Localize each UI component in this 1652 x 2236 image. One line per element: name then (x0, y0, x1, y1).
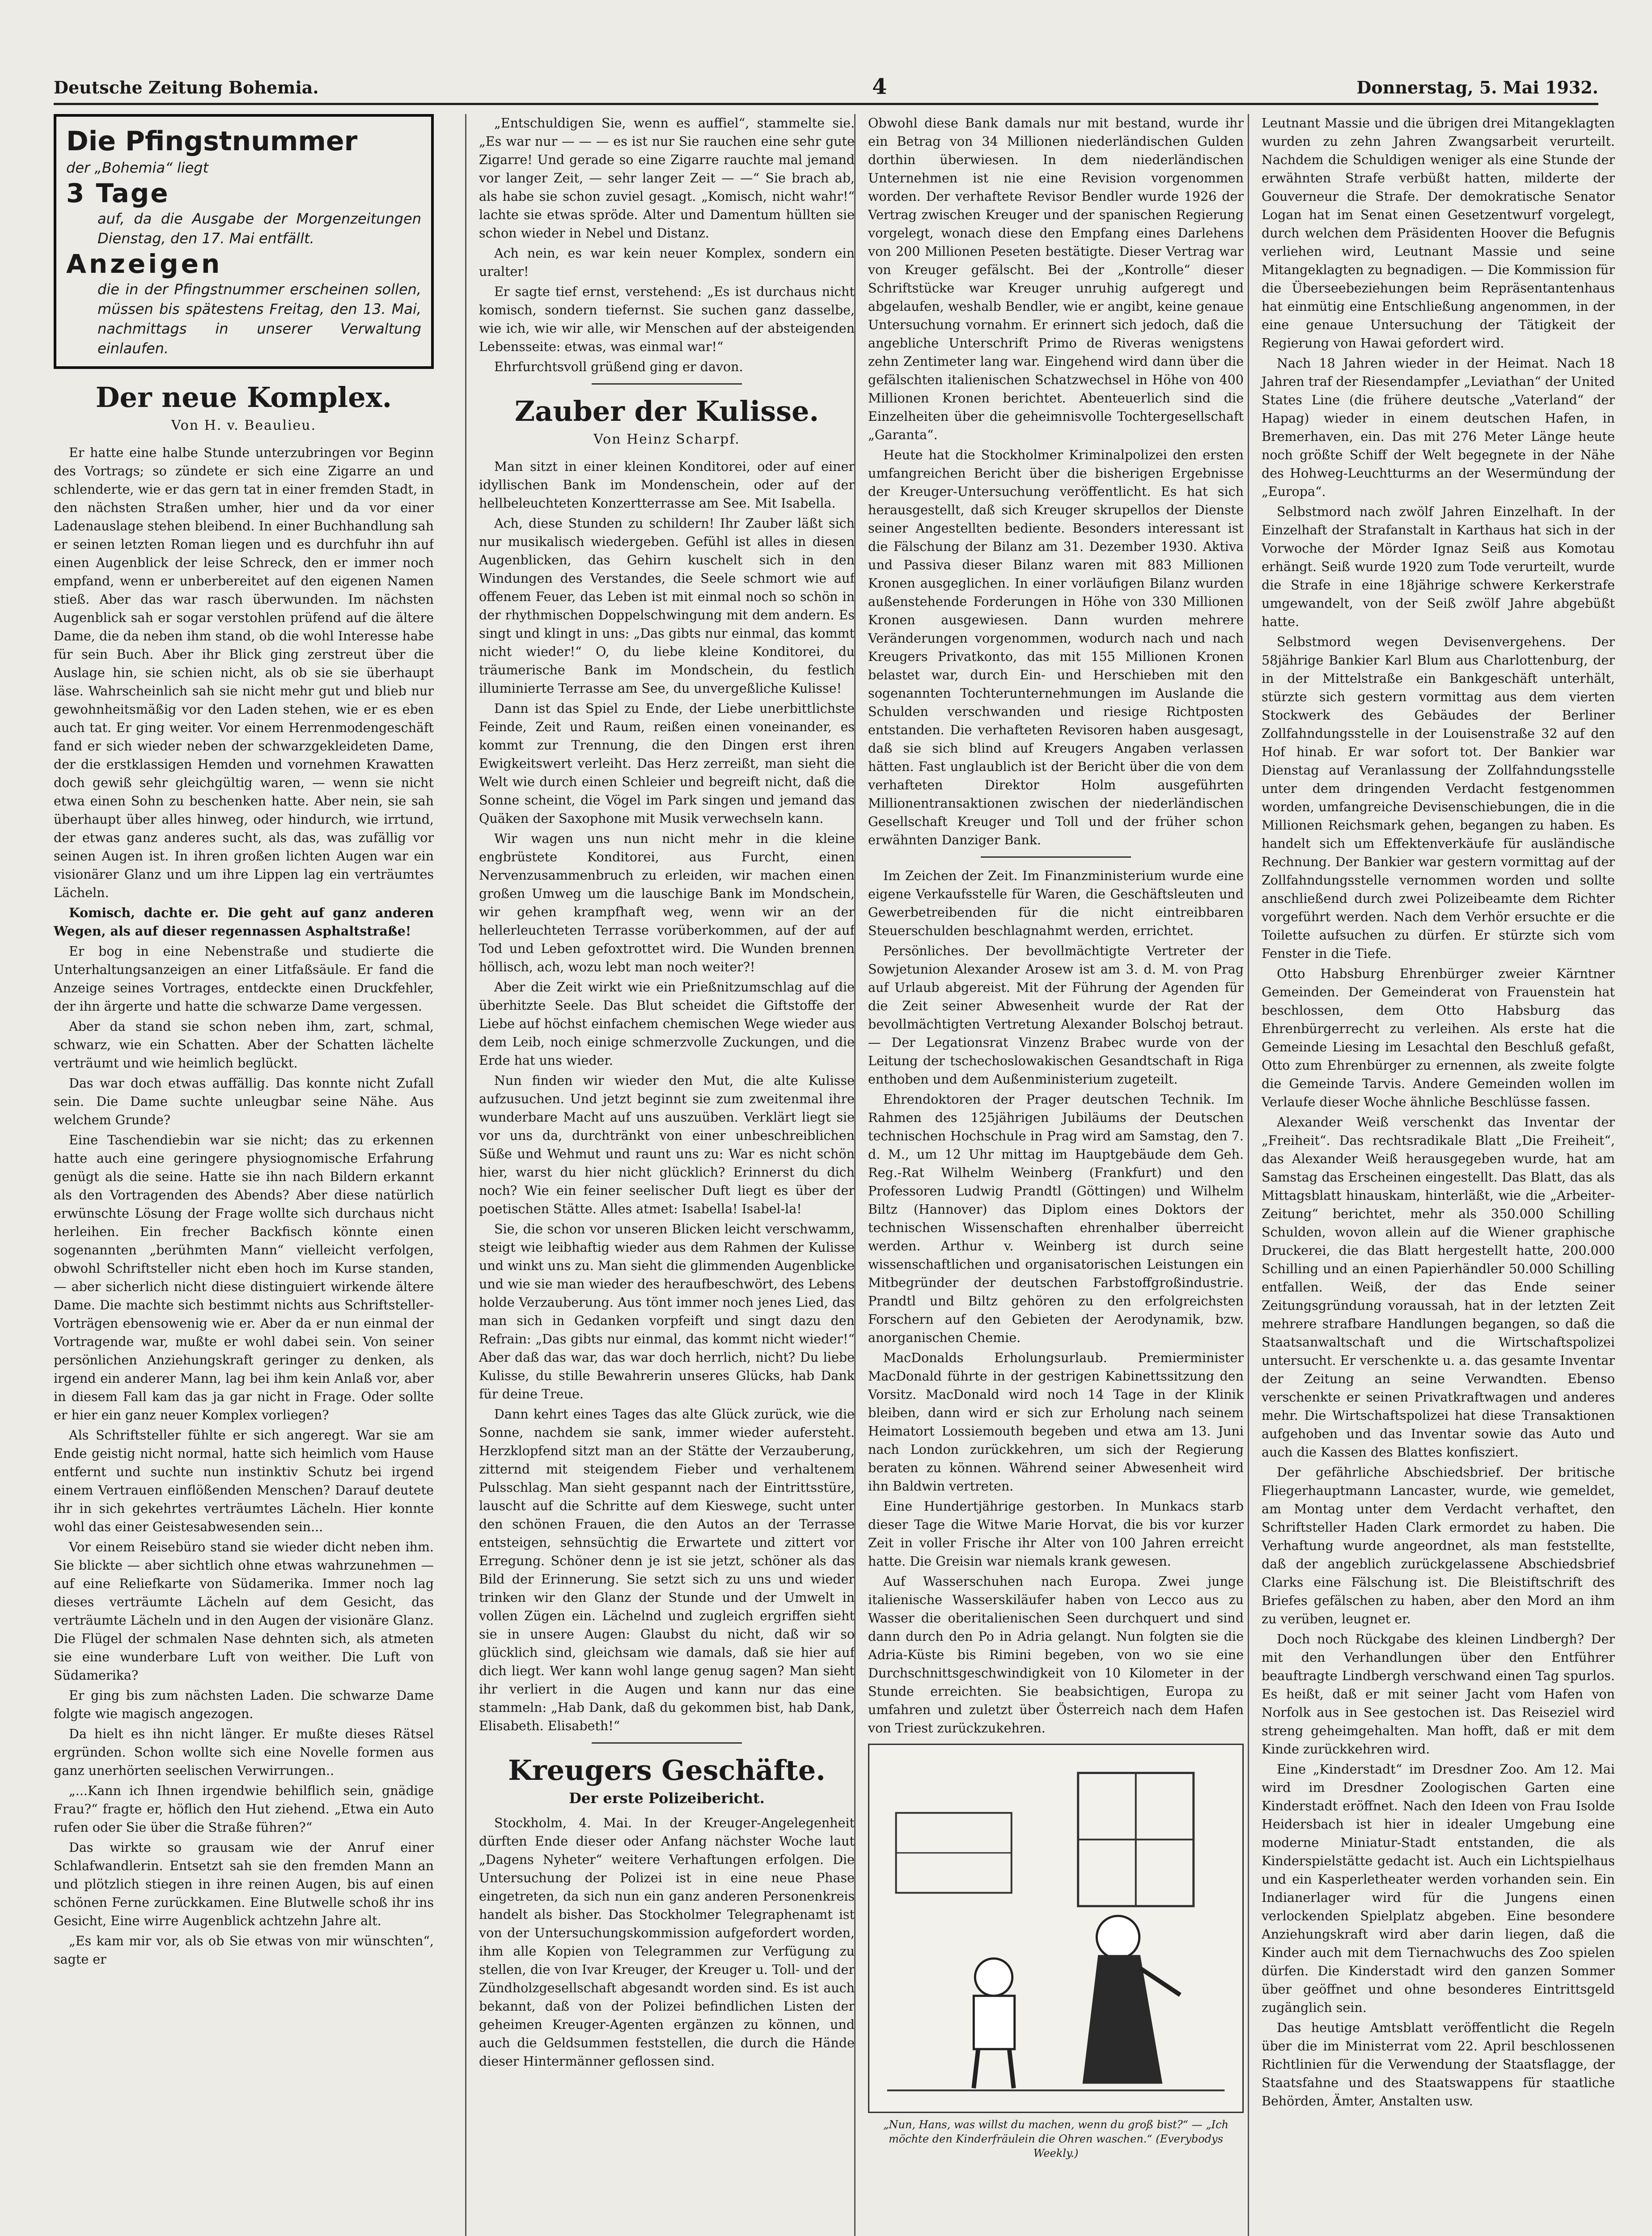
kulisse-paragraph: Dann kehrt eines Tages das alte Glück zurück, wie die Sonne, nachdem sie sank, immer wieder aufersteht. Herzklopfend sitzt man an der Stätte der Verzauberung, zitternd mit steigendem Fieber und verhaltenem Pulsschlag. Man sieht gespannt nach der Eintrittsstüre, lauscht auf die Schritte auf dem Kieswege, sucht unter den schönen Frauen, die den Autos an der Terrasse entsteigen, sehnsüchtig die Erwartete und zittert vor Erregung. Schöner denn je ist sie jetzt, schöner als das Bild der Erinnerung. Sie setzt sich zu uns und wieder trinken wir den Glanz der Stunde und der Umwelt in vollen Zügen ein. Lächelnd und zugleich ergriffen sieht sie in unsere Augen: Glaubst du nicht, daß wir so glücklich sind, gleichsam wie damals, daß sie hier auf dich liegt. Wer kann wohl lange genug sagen? Man sieht ihr verliert in die Augen und kann nur das eine stammeln: „Hab Dank, daß du gekommen bist, hab Dank, Elisabeth. Elisabeth!“ (479, 1407, 855, 1733)
komplex-paragraph: „...Kann ich Ihnen irgendwie behilflich sein, gnädige Frau?“ fragte er, höflich den Hut ziehend. „Etwa ein Auto rufen oder Sie über die Straße führen?“ (54, 1783, 434, 1835)
news-item: Der gefährliche Abschiedsbrief. Der britische Fliegerhauptmann Lancaster, wurde, wie gemeldet, am Montag unter dem Verdacht verhaftet, den Schriftsteller Haden Clark ermordet zu haben. Die Verhaftung wurde angeordnet, als man feststellte, daß der angeblich zurückgelassene Abschiedsbrief Clarks eine Fälschung ist. Die Bleistiftschrift des Briefes gefälschen zu haben, aber den Mord an ihm zu verüben, leugnet er. (1262, 1465, 1615, 1626)
ad-line-2: auf, da die Ausgabe der Morgenzeitungen Dienstag, den 17. Mai entfällt. (97, 210, 421, 247)
news-item: Ehrendoktoren der Prager deutschen Technik. Im Rahmen des 125jährigen Jubiläums der Deutschen technischen Hochschule in Prag wird am Samstag, den 7. d. M., um 12 Uhr mittag im Hauptgebäude dem Geh. Reg.-Rat Wilhelm Weinberg (Frankfurt) und den Professoren Ludwig Prandtl (Göttingen) und Wilhelm Biltz (Hannover) das Diplom eines Doktors der technischen Wissenschaften ehrenhalber überreicht werden. Arthur v. Weinberg ist durch seine wissenschaftlichen und organisatorischen Leistungen ein Mitbegründer der deutschen Farbstoffgroßindustrie. Prandtl und Biltz gehören zu den erfolgreichsten Forschern auf den Gebieten der Aerodynamik, bzw. anorganischen Chemie. (868, 1092, 1244, 1345)
komplex-continuation: Ehrfurchtsvoll grüßend ging er davon. (494, 360, 743, 374)
news-item: MacDonalds Erholungsurlaub. Premierminister MacDonald führte in der gestrigen Kabinettssitzung den Vorsitz. MacDonald wird noch 14 Tage in der Klinik bleiben, dann wird er sich zur Erholung nach seinem Heimatort Lossiemouth begeben und etwa am 13. Juni nach London zurückkehren, um sich der Regierung beraten zu können. Während seiner Abwesenheit wird ihn Baldwin vertreten. (868, 1351, 1244, 1494)
komplex-paragraph: Da hielt es ihn nicht länger. Er mußte dieses Rätsel ergründen. Schon wollte sich eine Novelle formen aus ganz unerhörten seelischen Verwirrungen.. (54, 1727, 434, 1778)
issue-date: Donnerstag, 5. Mai 1932. (1356, 77, 1598, 97)
section-divider (592, 1742, 742, 1744)
column-2 (465, 114, 855, 2236)
column-3 (854, 114, 1244, 2236)
kulisse-paragraph: Aber die Zeit wirkt wie ein Prießnitzumschlag auf die überhitzte Seele. Das Blut scheidet die Giftstoffe der Liebe auf höchst einfachem chemischen Wege wieder aus dem Leib, noch einige schmerzvolle Zuckungen, und die Erde hat uns wieder. (479, 980, 855, 1068)
komplex-paragraph: Er bog in eine Nebenstraße und studierte die Unterhaltungsanzeigen an einer Litfaßsäule. Er fand die Anzeige seines Vortrages, entdeckte einen Druckfehler, der ihn ärgerte und hatte die schwarze Dame vergessen. (54, 944, 434, 1014)
ad-days: 3 Tage (66, 178, 169, 208)
news-item: Leutnant Massie und die übrigen drei Mitangeklagten wurden zu zehn Jahren Zwangsarbeit verurteilt. Nachdem die Schuldigen weniger als eine Stunde der erwähnten Strafe verbüßt hatten, milderte der Gouverneur die Strafe. Der demokratische Senator Logan hat im Senat einen Gesetzentwurf vorgelegt, durch welchen dem Präsidenten Hoover die Befugnis verliehen wird, Leutnant Massie und seine Mitangeklagten zu begnadigen. — Die Kommission für die Überseebeziehungen beim Repräsentantenhaus hat einmütig eine Entschließung angenommen, in der eine genaue Untersuchung der Tätigkeit der Regierung von Hawai gefordert wird. (1262, 116, 1615, 351)
ad-line-3: die in der Pfingstnummer erscheinen sollen, müssen bis spätestens Freitag, den 13. Mai, nachmittags in unserer Verwaltung einlaufen. (97, 281, 421, 357)
ad-ads-title: Anzeigen (66, 249, 223, 279)
komplex-paragraph: Er hatte eine halbe Stunde unterzubringen vor Beginn des Vortrags; so zündete er sich eine Zigarre an und schlenderte, wie er das gern tat in einer fremden Stadt, in den nächsten Straßen umher, hier und da vor einer Ladenauslage stehen bleibend. In einer Buchhandlung sah er seinen letzten Roman liegen und es durchfuhr ihn auf einen Augenblick der leise Schreck, den er immer noch empfand, wenn er unberbereitet auf den eigenen Namen stieß. Aber das war rasch überwunden. Im nächsten Augenblick sah er sogar verstohlen prüfend auf die ältere Dame, die da neben ihm stand, ob die wohl Interesse habe für sein Buch. Aber ihr Blick ging zerstreut über die Auslage hin, sie schien nicht, als ob sie sie überhaupt läse. Wahrscheinlich sah sie nicht mehr gut und blieb nur gewohnheitsmäßig vor den Laden stehen, wie er es eben auch tat. Er ging weiter. Vor einem Herrenmodengeschäft fand er sich wieder neben der schwarzgekleideten Dame, der die erstklassigen Hemden und vornehmen Krawatten doch gewiß sehr gleichgültig waren, — wenn sie nicht etwa einen Sohn zu beschenken hatte. Aber nein, sie sah überhaupt über alles hinweg, oder hindurch, wie irrtund, der etwas ganz anderes sucht, als das, was zufällig vor seinen Augen ist. In ihren großen lichten Augen war ein visionärer Glanz und um ihre Lippen lag ein verträumtes Lächeln. (54, 445, 434, 900)
section-divider (592, 383, 742, 385)
komplex-continuation: „Entschuldigen Sie, wenn es auffiel“, stammelte sie. „Es war nur — — — es ist nur Sie rauchen eine sehr gute Zigarre! Und gerade so eine Zigarre rauchte mal jemand vor langer Zeit, — sehr langer Zeit — —“ Sie brach ab, als habe sie schon zuviel gesagt. „Komisch, nicht wahr!“ lachte sie etwas spröde. Alter und Damentum hüllten sie schon wieder in Nebel und Distanz. (479, 116, 855, 241)
komplex-paragraph: Als Schriftsteller fühlte er sich angeregt. War sie am Ende geistig nicht normal, hatte sich heimlich vom Hause entfernt und suchte nun instinktiv Schutz bei irgend einem Vertrauen einflößenden Menschen? Darauf deutete ihr in sich gekehrtes verträumtes Lächeln. Hier konnte wohl das einer Geistesabwesenden sein... (54, 1428, 434, 1534)
column-4 (1248, 114, 1615, 2236)
kreuger-paragraph: Heute hat die Stockholmer Kriminalpolizei den ersten umfangreichen Bericht über die bisherigen Ergebnisse der Kreuger-Untersuchung veröffentlicht. Es hat sich herausgestellt, daß sich Kreuger skrupellos der Dienste seiner Angestellten bediente. Besonders interessant ist die Fälschung der Bilanz am 31. Dezember 1930. Aktiva und Passiva dieser Bilanz waren mit 883 Millionen Kronen ausgeglichen. In einer vorläufigen Bilanz wurden außenstehende Forderungen in Höhe von 330 Millionen Kronen ausgewiesen. Dann wurden mehrere Veränderungen vorgenommen, wodurch nach und nach Kreugers Privatkonto, das mit 155 Millionen Kronen belastet war, durch Ein- und Herschieben mit den sogenannten Tochterunternehmungen im Auslande die Schulden verschwanden und riesige Richtposten entstanden. Die verhafteten Revisoren haben ausgesagt, daß sie sich blind auf Kreugers Angaben verlassen hätten. Fast unglaublich ist der Bericht über die von dem verhafteten Direktor Holm ausgeführten Millionentransaktionen zwischen der niederländischen Gesellschaft Kreuger und Toll und der früher schon erwähnten Danziger Bank. (868, 448, 1244, 847)
page-header (54, 72, 1598, 105)
komplex-paragraph: „Es kam mir vor, als ob Sie etwas von mir wünschten“, sagte er (54, 1934, 434, 1967)
news-item: Das heutige Amtsblatt veröffentlicht die Regeln über die im Ministerrat vom 22. April beschlossenen Richtlinien für die Verwendung der Staatsflagge, der Staatsfahne und des Staatswappens für staatliche Behörden, Ämter, Anstalten usw. (1262, 2020, 1615, 2109)
news-item: Nach 18 Jahren wieder in der Heimat. Nach 18 Jahren traf der Riesendampfer „Leviathan“ der United States Line (die frühere deutsche „Vaterland“ der Hapag) wieder in einem deutschen Hafen, in Bremerhaven, ein. Das mit 276 Meter Länge heute noch größte Schiff der Welt begegnete in der Nähe des Hohweg-Leuchtturms an der Wesermündung der „Europa“. (1262, 356, 1615, 499)
komplex-continuation: Ach nein, es war kein neuer Komplex, sondern ein uralter! (479, 246, 855, 279)
news-item: Persönliches. Der bevollmächtigte Vertreter der Sowjetunion Alexander Arosew ist am 3. d. M. von Prag auf Urlaub abgereist. Mit der Führung der Agenden für die Zeit seiner Abwesenheit wurde der Rat der bevollmächtigten Vertretung Alexander Bolschoj betraut. — Der Legationsrat Vinzenz Brabec wurde von der Leitung der tschechoslowakischen Gesandtschaft in Riga enthoben und dem Außenministerium zugeteilt. (868, 944, 1244, 1087)
kulisse-paragraph: Nun finden wir wieder den Mut, die alte Kulisse aufzusuchen. Und jetzt beginnt sie zum zweitenmal ihre wunderbare Macht auf uns auszuüben. Verklärt liegt sie vor uns da, durchtränkt von einer unbeschreiblichen Süße und Wehmut und raunt uns zu: War es nicht schön hier, warst du hier nicht glücklich? Erinnerst du dich noch? Wie ein feiner seelischer Duft liegt es über der poetischen Stätte. Alles atmet: Isabella! Isabel-la! (479, 1073, 855, 1216)
cartoon-illustration (868, 1744, 1244, 2113)
ad-line-1: der „Bohemia“ liegt (66, 159, 209, 176)
komplex-paragraph: Das wirkte so grausam wie der Anruf einer Schlafwandlerin. Entsetzt sah sie den fremden Mann an und plötzlich stiegen in ihre reinen Augen, bis auf einen schönen Ferne zurückkamen. Eine Blutwelle schoß ihr ins Gesicht, Eine wirre Augenblick achtzehn Jahre alt. (54, 1840, 434, 1928)
komplex-headline: Der neue Komplex. (95, 381, 392, 414)
kreuger-paragraph: Obwohl diese Bank damals nur mit bestand, wurde ihr ein Betrag von 34 Millionen niederländischen Gulden dorthin überwiesen. In dem niederländischen Unternehmen ist nie eine Revision vorgenommen worden. Der verhaftete Revisor Bendler wurde 1926 der Vertrag zwischen Kreuger und der spanischen Regierung vorgelegt, wonach diese den Empfang eines Darlehens von 200 Millionen Peseten bestätigte. Dieser Vertrag war von Kreuger gefälscht. Bei der „Kontrolle“ dieser Schriftstücke war Kreuger unruhig aufgeregt und abgelaufen, weshalb Bendler, wie er angibt, keine genaue Untersuchung vornahm. Er erinnert sich jedoch, daß die angebliche Unterschrift Primo de Riveras wenigstens zehn Zentimeter lang war. Eingehend wird dann über die gefälschten italienischen Schatzwechsel in Höhe von 400 Millionen Kronen berichtet. Abenteuerlich sind die Einzelheiten über die geheimnisvolle Tochtergesellschaft „Garanta“. (868, 116, 1244, 442)
komplex-paragraph: Das war doch etwas auffällig. Das konnte nicht Zufall sein. Die Dame suchte unleugbar seine Nähe. Aus welchem Grunde? (54, 1076, 434, 1127)
news-item: Im Zeichen der Zeit. Im Finanzministerium wurde eine eigene Verkaufsstelle für Waren, die Geschäftsleuten und Gewerbetreibenden für die nicht eintreibbaren Steuerschulden beschlagnahmt werden, errichtet. (868, 868, 1244, 938)
kulisse-byline: Von Heinz Scharpf. (593, 432, 740, 447)
komplex-byline: Von H. v. Beaulieu. (171, 418, 317, 433)
news-item: Auf Wasserschuhen nach Europa. Zwei junge italienische Wasserskiläufer haben von Lecco aus zu Wasser die oberitalienischen Seen durchquert und sind dann durch den Po in Adria gelangt. Nun folgten sie die Adria-Küste bis Rimini begeben, von wo sie eine Durchschnittsgeschwindigkeit von 10 Kilometer in der Stunde erreichten. Sie beabsichtigen, Europa zu umfahren und zuletzt über Österreich nach dem Hafen von Triest zurückzukehren. (868, 1574, 1244, 1736)
komplex-paragraph: Er ging bis zum nächsten Laden. Die schwarze Dame folgte wie magisch angezogen. (54, 1688, 434, 1721)
kulisse-paragraph: Wir wagen uns nun nicht mehr in die kleine engbrüstete Konditorei, aus Furcht, einen Nervenzusammenbruch zu erleiden, wir machen einen großen Umweg um die lauschige Bank im Mondschein, wir gehen krampfhaft weg, wenn wir an der hellerleuchteten Terrasse vorüberkommen, auf der auf Tod und Leben gefoxtrottet wird. Die Wunden brennen höllisch, ach, wozu lebt man noch weiter?! (479, 831, 855, 974)
kulisse-paragraph: Man sitzt in einer kleinen Konditorei, oder auf einer idyllischen Bank im Mondenschein, oder auf der hellbeleuchteten Konzertterrasse am See. Mit Isabella. (479, 459, 855, 511)
news-item: Eine Hundertjährige gestorben. In Munkacs starb dieser Tage die Witwe Marie Horvat, die bis vor kurzer Zeit in voller Frische ihr Alter von 100 Jahren erreicht hatte. Die Greisin war niemals krank gewesen. (868, 1499, 1244, 1569)
kreuger-paragraph: Stockholm, 4. Mai. In der Kreuger-Angelegenheit dürften Ende dieser oder Anfang nächster Woche laut „Dagens Nyheter“ weitere Verhaftungen erfolgen. Die Untersuchung der Polizei ist in eine neue Phase eingetreten, da sich nun ein ganz anderen Personenkreis handelt als bisher. Das Stockholmer Telegraphenamt ist von der Untersuchungskommission aufgefordert worden, ihm alle Kopien von Telegrammen zur Verfügung zu stellen, die von Ivar Kreuger, der Kreuger u. Toll- und der Zündholzgesellschaft abgesandt worden sind. Es ist auch bekannt, daß von der Polizei befindlichen Listen der geheimen Kreuger-Agenten ergänzen zu können, und auch die Geldsummen feststellen, die durch die Hände dieser Hintermänner geflossen sind. (479, 1816, 855, 2069)
news-item: Eine „Kinderstadt“ im Dresdner Zoo. Am 12. Mai wird im Dresdner Zoologischen Garten eine Kinderstadt eröffnet. Nach den Ideen von Frau Isolde Heidersbach ist hier in idealer Umgebung eine moderne Miniatur-Stadt entstanden, die als Kinderspielstätte gedacht ist. Auch ein Lichtspielhaus und ein Kasperletheater werden vorhanden sein. Ein Indianerlager wird für die Jungens einen verlockenden Spielplatz abgeben. Eine besondere Anziehungskraft wird aber darin liegen, daß die Kinder auch mit dem Tiernachwuchs des Zoo spielen dürfen. Die Kinderstadt wird den ganzen Sommer über geöffnet und ohne besonderes Eintrittsgeld zugänglich sein. (1262, 1762, 1615, 2015)
ad-title: Die Pfingstnummer (66, 126, 358, 157)
komplex-paragraph: Eine Taschendiebin war sie nicht; das zu erkennen hatte auch eine geringere physiognomische Erfahrung genügt als die seine. Hatte sie ihn nach Bildern erkannt als den Vortragenden des Abends? Aber diese natürlich erwünschte Lösung der Frage wollte sich durchaus nicht herleihen. Ein frecher Backfisch könnte einen sogenannten „berühmten Mann“ vielleicht verfolgen, obwohl Schriftsteller nicht eben hoch im Kurse standen, — aber sicherlich nicht diese distinguiert wirkende ältere Dame. Die machte sich bestimmt nichts aus Schriftsteller-Vorträgen ebensowenig wie er. Aber da er nun einmal der Vortragende war, mußte er wohl dabei sein. Von seiner persönlichen Anziehungskraft geringer zu denken, als irgend ein anderer Mann, lag bei ihm kein Anlaß vor, aber in diesem Fall kam das ja gar nicht in Frage. Oder sollte er hier ein ganz neuer Komplex vorliegen? (54, 1133, 434, 1423)
komplex-continuation: Er sagte tief ernst, verstehend: „Es ist durchaus nicht komisch, sondern tiefernst. Sie suchen ganz dasselbe, wie ich, wie wir alle, wir Menschen auf der absteigenden Lebensseite: etwas, was einmal war!“ (479, 284, 855, 354)
news-item: Selbstmord wegen Devisenvergehens. Der 58jährige Bankier Karl Blum aus Charlottenburg, der in der Mittelstraße ein Bankgeschäft unterhält, stürzte sich gestern vormittag aus dem vierten Stockwerk des Gebäudes der Berliner Zollfahndungsstelle in der Louisenstraße 32 auf den Hof hinab. Er war sofort tot. Der Bankier war Dienstag auf Veranlassung der Zollfahndungsstelle unter dem dringenden Verdacht festgenommen worden, umfangreiche Devisenschiebungen, die in die Millionen Reichsmark gehen, begangen zu haben. Es handelt sich um Effektenverkäufe für ausländische Rechnung. Der Bankier war gestern vormittag auf der Zollfahndungsstelle vernommen worden und sollte anschließend durch zwei Polizeibeamte dem Richter vorgeführt werden. Nach dem Verhör ersuchte er die Toilette aufsuchen zu dürfen. Er stürzte sich vom Fenster in die Tiefe. (1262, 635, 1615, 961)
kreuger-subheadline: Der erste Polizeibericht. (569, 1790, 765, 1807)
cartoon-caption: „Nun, Hans, was willst du machen, wenn du groß bist?“ — „Ich möchte den Kinderfräulein die Ohren waschen.“ (Everybodys Weekly.) (883, 2118, 1229, 2160)
kulisse-paragraph: Sie, die schon vor unseren Blicken leicht verschwamm, steigt wie leibhaftig wieder aus dem Rahmen der Kulisse und winkt uns zu. Man sieht die glimmenden Augenblicke und wie sie man wieder des heraufbeschwört, des Lebens holde Verzauberung. Aus tönt immer noch jenes Lied, das man sich in Gedanken vorpfeift und singt dazu den Refrain: „Das gibts nur einmal, das kommt nicht wieder!“ Aber daß das war, das war doch herrlich, nicht? Du liebe Kulisse, du stille Bewahrerin unseres Glücks, hab Dank für deine Treue. (479, 1222, 855, 1402)
cartoon-drawing (869, 1745, 1242, 2112)
news-item: Doch noch Rückgabe des kleinen Lindbergh? Der mit den Verhandlungen über den Entführer beauftragte Lindbergh verschwand einen Tag spurlos. Es heißt, daß er mit seiner Jacht vom Hafen von Norfolk aus in See gestochen ist. Das Reiseziel wird streng geheimgehalten. Man hofft, daß er mit dem Kinde zurückkehren wird. (1262, 1632, 1615, 1757)
kulisse-headline: Zauber der Kulisse. (514, 395, 819, 428)
kreuger-headline: Kreugers Geschäfte. (508, 1754, 826, 1787)
news-item: Otto Habsburg Ehrenbürger zweier Kärntner Gemeinden. Der Gemeinderat von Frauenstein hat beschlossen, dem Otto Habsburg das Ehrenbürgerrecht zu verleihen. Als erste hat die Gemeinde Liesing im Lesachtal den Beschluß gefaßt, Otto zum Ehrenbürger zu ernennen, als zweite folgte die Gemeinde Tarvis. Andere Gemeinden wollen im Verlaufe dieser Woche ähnliche Beschlüsse fassen. (1262, 966, 1615, 1110)
newspaper-name: Deutsche Zeitung Bohemia. (54, 77, 319, 97)
column-1 (54, 114, 434, 2236)
komplex-paragraph: Aber da stand sie schon neben ihm, zart, schmal, schwarz, wie ein Schatten. Aber der Schatten lächelte verträumt und wie heimlich beglückt. (54, 1019, 434, 1071)
news-item: Alexander Weiß verschenkt das Inventar der „Freiheit“. Das rechtsradikale Blatt „Die Freiheit“, das Alexander Weiß herausgegeben wurde, hat am Samstag das Erscheinen eingestellt. Das Blatt, das als Mittagsblatt hinauskam, hinterläßt, wie die „Arbeiter-Zeitung“ berichtet, mehr als 350.000 Schilling Schulden, wovon allein auf die Wiener graphische Druckerei, die das Blatt hergestellt hatte, 200.000 Schilling und an einen Papierhändler 50.000 Schilling entfallen. Weiß, der das Ende seiner Zeitungsgründung voraussah, hat in der letzten Zeit mehrere strafbare Handlungen begangen, so daß die Staatsanwaltschaft und die Wirtschaftspolizei untersucht. Er verschenkte u. a. das gesamte Inventar der Zeitung an seine Verwandten. Ebenso verschenkte er seinen Privatkraftwagen und anderes mehr. Die Wirtschaftspolizei hat diese Transaktionen aufgehoben und das Inventar sowie das Auto und auch die Kassen des Blattes konfisziert. (1262, 1115, 1615, 1460)
komplex-paragraph: Komisch, dachte er. Die geht auf ganz anderen Wegen, als auf dieser regennassen Asphaltstraße! (54, 905, 434, 939)
section-divider (981, 856, 1131, 858)
page-number: 4 (872, 74, 887, 99)
kulisse-paragraph: Ach, diese Stunden zu schildern! Ihr Zauber läßt sich nur musikalisch wiedergeben. Gefühl ist alles in diesen Augenblicken, das Gehirn kuschelt sich in den Windungen des Verstandes, die Seele schmort wie auf offenem Feuer, das Leben ist mit einmal noch so schön in der rhythmischen Doppelschwingung mit dem andern. Es singt und klingt in uns: „Das gibts nur einmal, das kommt nicht wieder!“ O, du liebe kleine Konditorei, du träumerische Bank im Mondschein, du festlich illuminierte Terrasse am See, du unvergeßliche Kulisse! (479, 516, 855, 696)
komplex-paragraph: Vor einem Reisebüro stand sie wieder dicht neben ihm. Sie blickte — aber sichtlich ohne etwas wahrzunehmen — auf eine Reliefkarte von Südamerika. Immer noch lag dieses verträumte Lächeln auf dem Gesicht, das verträumte Lächeln und in den Augen der visionäre Glanz. Die Flügel der schmalen Nase dehnten sich, als atmeten sie eine wunderbare Luft von weither. Die Luft von Südamerika? (54, 1540, 434, 1683)
kulisse-paragraph: Dann ist das Spiel zu Ende, der Liebe unerbittlichste Feinde, Zeit und Raum, reißen einen voneinander, es kommt zur Trennung, die den Dingen erst ihren Ewigkeitswert verleiht. Das Herz zerreißt, man sieht die Welt wie durch einen Schleier und begreift nicht, daß die Sonne scheint, die Vögel im Park singen und jemand das Quäken der Saxophone mit Musik verwechseln kann. (479, 701, 855, 826)
pfingstnummer-ad (54, 114, 434, 369)
news-item: Selbstmord nach zwölf Jahren Einzelhaft. In der Einzelhaft der Strafanstalt in Karthaus hat sich in der Vorwoche der Mörder Ignaz Seiß aus Komotau erhängt. Seiß wurde 1920 zum Tode verurteilt, wurde die Strafe in eine 18jährige schwere Kerkerstrafe umgewandelt, von der Seiß zwölf Jahre abgebüßt hatte. (1262, 504, 1615, 629)
